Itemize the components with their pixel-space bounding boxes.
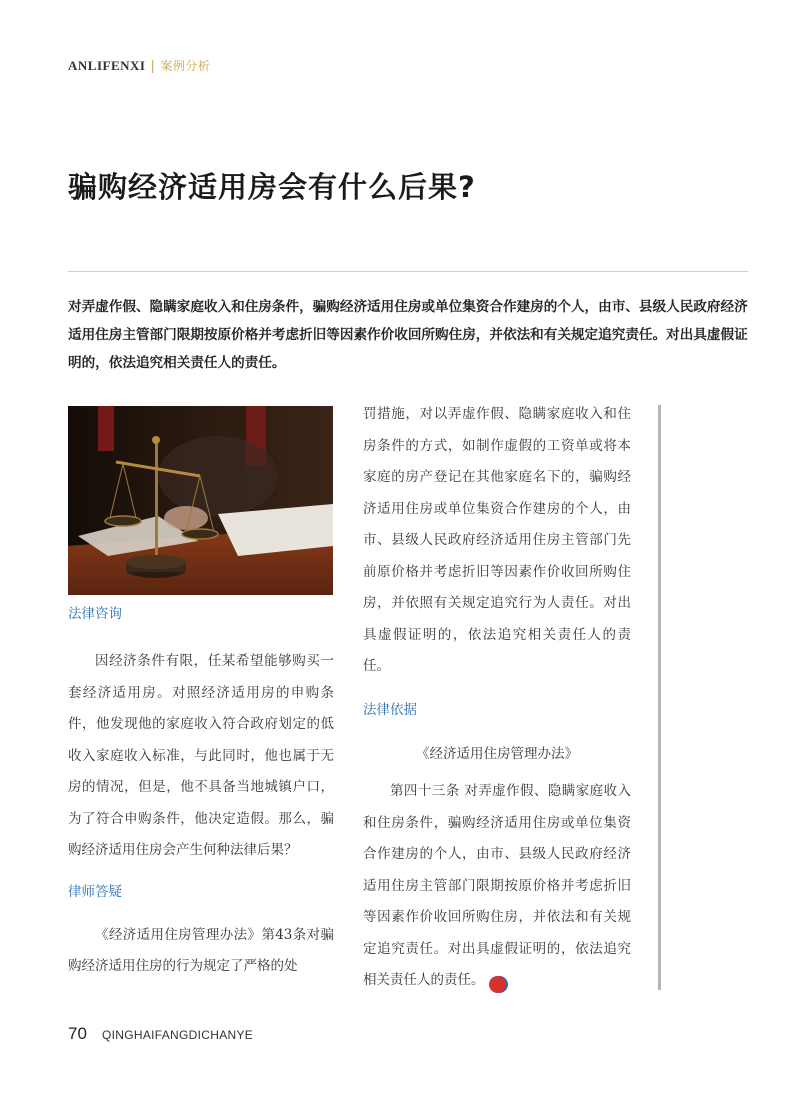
- magazine-name: QINGHAIFANGDICHANYE: [102, 1028, 254, 1042]
- lawyer-answer-paragraph: 《经济适用住房管理办法》第43条对骗购经济适用住房的行为规定了严格的处: [68, 926, 334, 974]
- page-footer: [68, 1024, 253, 1044]
- title-divider: [68, 271, 748, 272]
- article-title: 骗购经济适用房会有什么后果?: [68, 170, 476, 204]
- section-heading-legal-basis: 法律依据: [363, 701, 417, 718]
- column-side-rule: [658, 405, 661, 990]
- page-number: 70: [68, 1024, 87, 1043]
- law-title: 《经济适用住房管理办法》: [416, 745, 578, 762]
- section-heading-lawyer-answers: 律师答疑: [68, 883, 122, 900]
- header-column-en: ANLIFENXI: [68, 58, 146, 73]
- right-column: [363, 399, 631, 997]
- consultation-paragraph: 因经济条件有限，任某希望能够购买一套经济适用房。对照经济适用房的申购条件，他发现他的家庭收入符合政府划定的低收入家庭收入标准，与此同时，他也属于无房的情况，但是，他不具备当地城镇户口，为了符合申购条件，他决定造假。那么，骗购经济适用住房会产生何种法律后果？: [68, 653, 334, 858]
- running-header: [68, 57, 210, 74]
- law-article-text: [363, 776, 631, 997]
- scales-of-justice-photo: [68, 406, 333, 595]
- left-column: [68, 603, 334, 983]
- section-heading-legal-consultation: 法律咨询: [68, 606, 122, 622]
- law-article-body: 第四十三条 对弄虚作假、隐瞒家庭收入和住房条件，骗购经济适用住房或单位集资合作建房的个人，由市、县级人民政府经济适用住房主管部门限期按原价格并考虑折旧等因素作价收回所购住房，并依法和有关规定追究责任。对出具虚假证明的，依法追究相关责任人的责任。: [363, 783, 631, 988]
- article-lead: 对弄虚作假、隐瞒家庭收入和住房条件，骗购经济适用住房或单位集资合作建房的个人，由市、县级人民政府经济适用住房主管部门限期按原价格并考虑折旧等因素作价收回所购住房，并依法和有关规定追究责任。对出具虚假证明的，依法追究相关责任人的责任。: [68, 299, 748, 371]
- magazine-logo-icon: L: [489, 976, 506, 993]
- header-separator: |: [150, 59, 156, 74]
- header-column-zh: 案例分析: [160, 59, 211, 73]
- lawyer-answer-continued: 罚措施，对以弄虚作假、隐瞒家庭收入和住房条件的方式，如制作虚假的工资单或将本家庭的房产登记在其他家庭名下的，骗购经济适用住房或单位集资合作建房的个人，由市、县级人民政府经济适用住房主管部门先前原价格并考虑折旧等因素作价收回所购住房，并依照有关规定追究行为人责任。对出具虚假证明的，依法追究相关责任人的责任。: [363, 406, 631, 674]
